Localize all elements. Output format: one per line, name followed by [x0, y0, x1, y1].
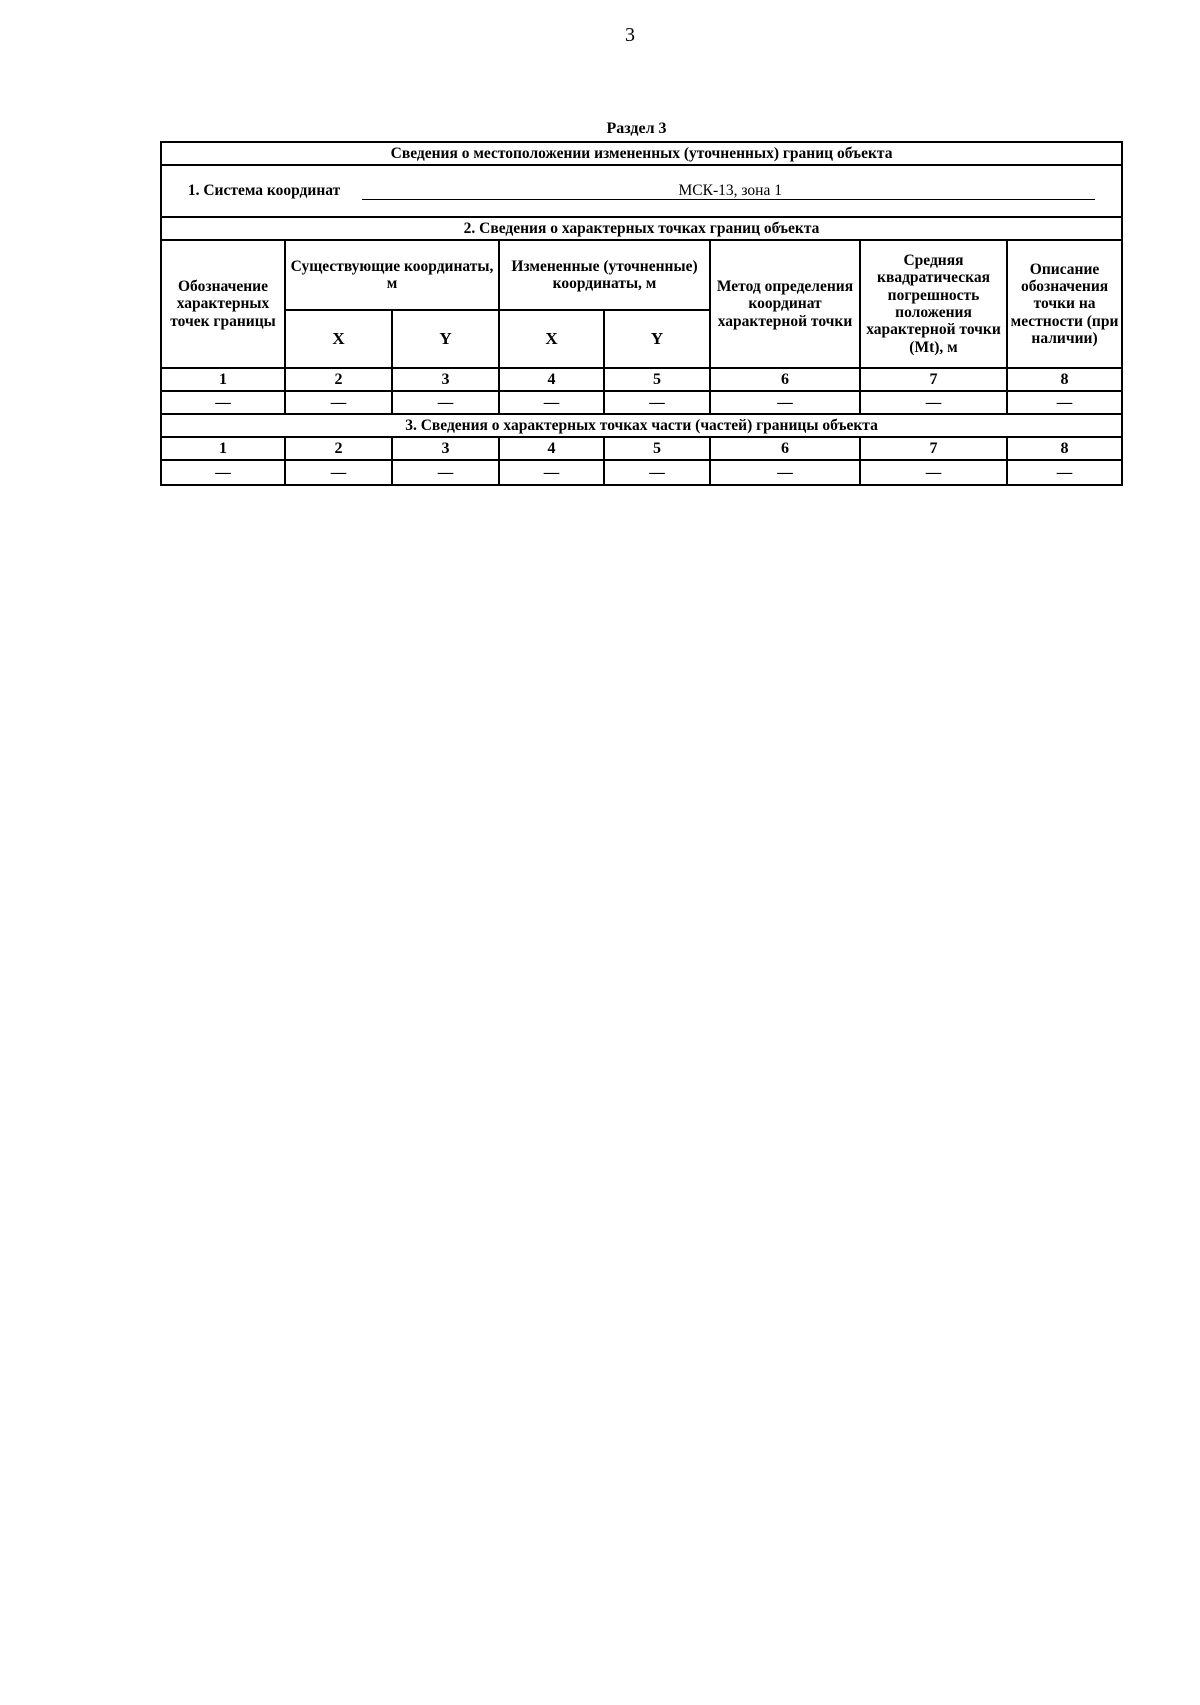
column-number: 3	[392, 368, 499, 391]
empty-cell: —	[860, 460, 1007, 485]
header-existing-coordinates: Существующие координаты, м	[285, 240, 499, 310]
header-changed-y: Y	[604, 310, 710, 368]
column-number: 8	[1007, 437, 1122, 460]
header-existing-x: X	[285, 310, 392, 368]
empty-cell: —	[499, 391, 604, 414]
column-number: 1	[161, 437, 285, 460]
column-number: 6	[710, 368, 860, 391]
empty-cell: —	[604, 391, 710, 414]
column-number: 2	[285, 437, 392, 460]
header-existing-y: Y	[392, 310, 499, 368]
empty-cell: —	[710, 460, 860, 485]
empty-cell: —	[161, 391, 285, 414]
empty-cell: —	[604, 460, 710, 485]
column-number: 7	[860, 368, 1007, 391]
parts-column-numbers	[161, 437, 1122, 460]
header-changed-x: X	[499, 310, 604, 368]
empty-cell: —	[499, 460, 604, 485]
boundary-table	[160, 141, 1123, 486]
header-description: Описание обозначения точки на местности (при наличии)	[1007, 240, 1122, 368]
column-number: 5	[604, 437, 710, 460]
column-number: 3	[392, 437, 499, 460]
table-title: Сведения о местоположении измененных (уточненных) границ объекта	[161, 142, 1122, 165]
table-row	[161, 460, 1122, 485]
column-number: 7	[860, 437, 1007, 460]
coordinate-system-row	[161, 165, 1122, 217]
column-number: 8	[1007, 368, 1122, 391]
column-number: 2	[285, 368, 392, 391]
coordinate-system-value: МСК-13, зона 1	[362, 182, 1095, 200]
header-changed-coordinates: Измененные (уточненные) координаты, м	[499, 240, 710, 310]
column-number: 6	[710, 437, 860, 460]
points-section-title: 2. Сведения о характерных точках границ объекта	[161, 217, 1122, 240]
column-number: 1	[161, 368, 285, 391]
column-number: 4	[499, 437, 604, 460]
table-row	[161, 391, 1122, 414]
empty-cell: —	[285, 391, 392, 414]
header-method: Метод определения координат характерной точки	[710, 240, 860, 368]
section-title: Раздел 3	[606, 120, 667, 137]
coordinate-system-label: 1. Система координат	[187, 181, 341, 199]
empty-cell: —	[392, 460, 499, 485]
empty-cell: —	[1007, 460, 1122, 485]
header-designation: Обозначение характерных точек границы	[161, 240, 285, 368]
column-number: 4	[499, 368, 604, 391]
empty-cell: —	[860, 391, 1007, 414]
header-mean-error: Средняя квадратическая погрешность положения характерной точки (Mt), м	[860, 240, 1007, 368]
parts-section-title: 3. Сведения о характерных точках части (частей) границы объекта	[161, 414, 1122, 437]
empty-cell: —	[161, 460, 285, 485]
empty-cell: —	[1007, 391, 1122, 414]
page-number: 3	[625, 24, 635, 46]
empty-cell: —	[710, 391, 860, 414]
empty-cell: —	[392, 391, 499, 414]
empty-cell: —	[285, 460, 392, 485]
points-column-numbers	[161, 368, 1122, 391]
column-number: 5	[604, 368, 710, 391]
